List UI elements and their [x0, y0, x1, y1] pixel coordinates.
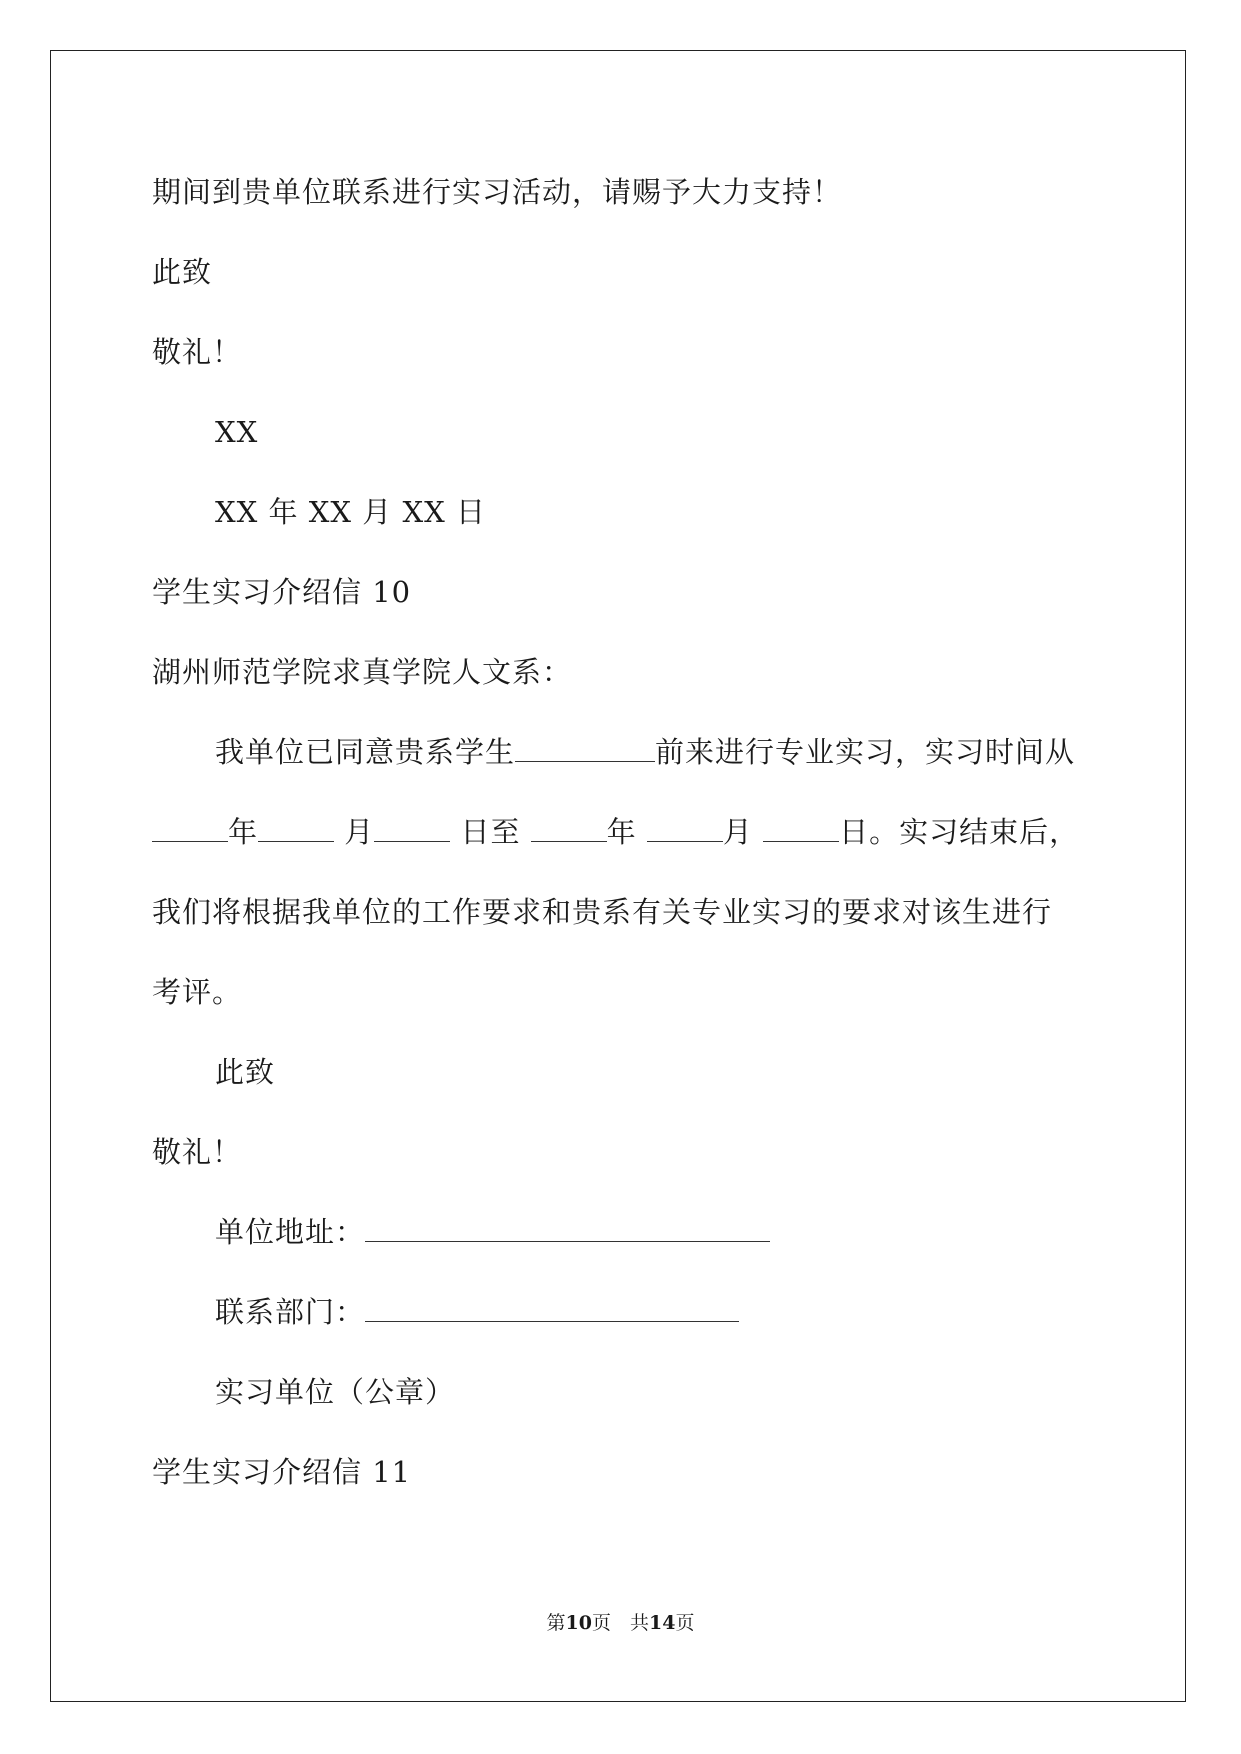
total-page-number: 14	[649, 1612, 676, 1634]
signature-name: XX	[215, 415, 259, 449]
closing-regards: 敬礼！	[152, 335, 243, 369]
date-range-line	[152, 812, 1079, 852]
year-blank	[152, 815, 228, 842]
month-label: 月	[334, 815, 375, 849]
month-blank	[647, 815, 723, 842]
letter-heading: 学生实习介绍信 10	[152, 575, 412, 609]
closing-regards: 敬礼！	[152, 1135, 243, 1169]
page-footer	[0, 1610, 1241, 1636]
year-label: 年	[606, 815, 647, 849]
month-blank	[258, 815, 334, 842]
footer-prefix: 第	[546, 1612, 566, 1634]
day-blank	[763, 815, 839, 842]
body-line: 我们将根据我单位的工作要求和贵系有关专业实习的要求对该生进行	[152, 895, 1053, 929]
letter-heading: 学生实习介绍信 11	[152, 1455, 412, 1489]
recipient: 湖州师范学院求真学院人文系：	[152, 655, 573, 689]
footer-suffix: 页	[675, 1612, 695, 1634]
unit-address-line	[215, 1212, 770, 1252]
official-seal-label: 实习单位（公章）	[215, 1375, 456, 1409]
unit-address-label: 单位地址：	[215, 1215, 366, 1249]
student-name-blank	[515, 735, 655, 762]
signature-date: XX 年 XX 月 XX 日	[215, 495, 486, 529]
month-label: 月	[722, 815, 764, 849]
day-blank	[374, 815, 450, 842]
current-page-number: 10	[565, 1612, 592, 1634]
closing-salutation: 此致	[215, 1055, 276, 1089]
day-to-label: 日至	[450, 815, 531, 849]
day-tail-text: 日。实习结束后，	[839, 815, 1080, 849]
contact-dept-label: 联系部门：	[215, 1295, 366, 1329]
body-line: 期间到贵单位联系进行实习活动，请赐予大力支持！	[152, 175, 843, 209]
body-paragraph-start	[215, 732, 1075, 772]
year-label: 年	[228, 815, 259, 849]
body-line: 考评。	[152, 975, 243, 1009]
year-blank	[531, 815, 607, 842]
contact-dept-blank	[365, 1295, 739, 1322]
closing-salutation: 此致	[152, 255, 213, 289]
body-text: 我单位已同意贵系学生	[215, 735, 516, 769]
footer-mid: 页 共	[591, 1612, 649, 1634]
contact-dept-line	[215, 1292, 739, 1332]
body-text: 前来进行专业实习，实习时间从	[655, 735, 1076, 769]
unit-address-blank	[365, 1215, 770, 1242]
